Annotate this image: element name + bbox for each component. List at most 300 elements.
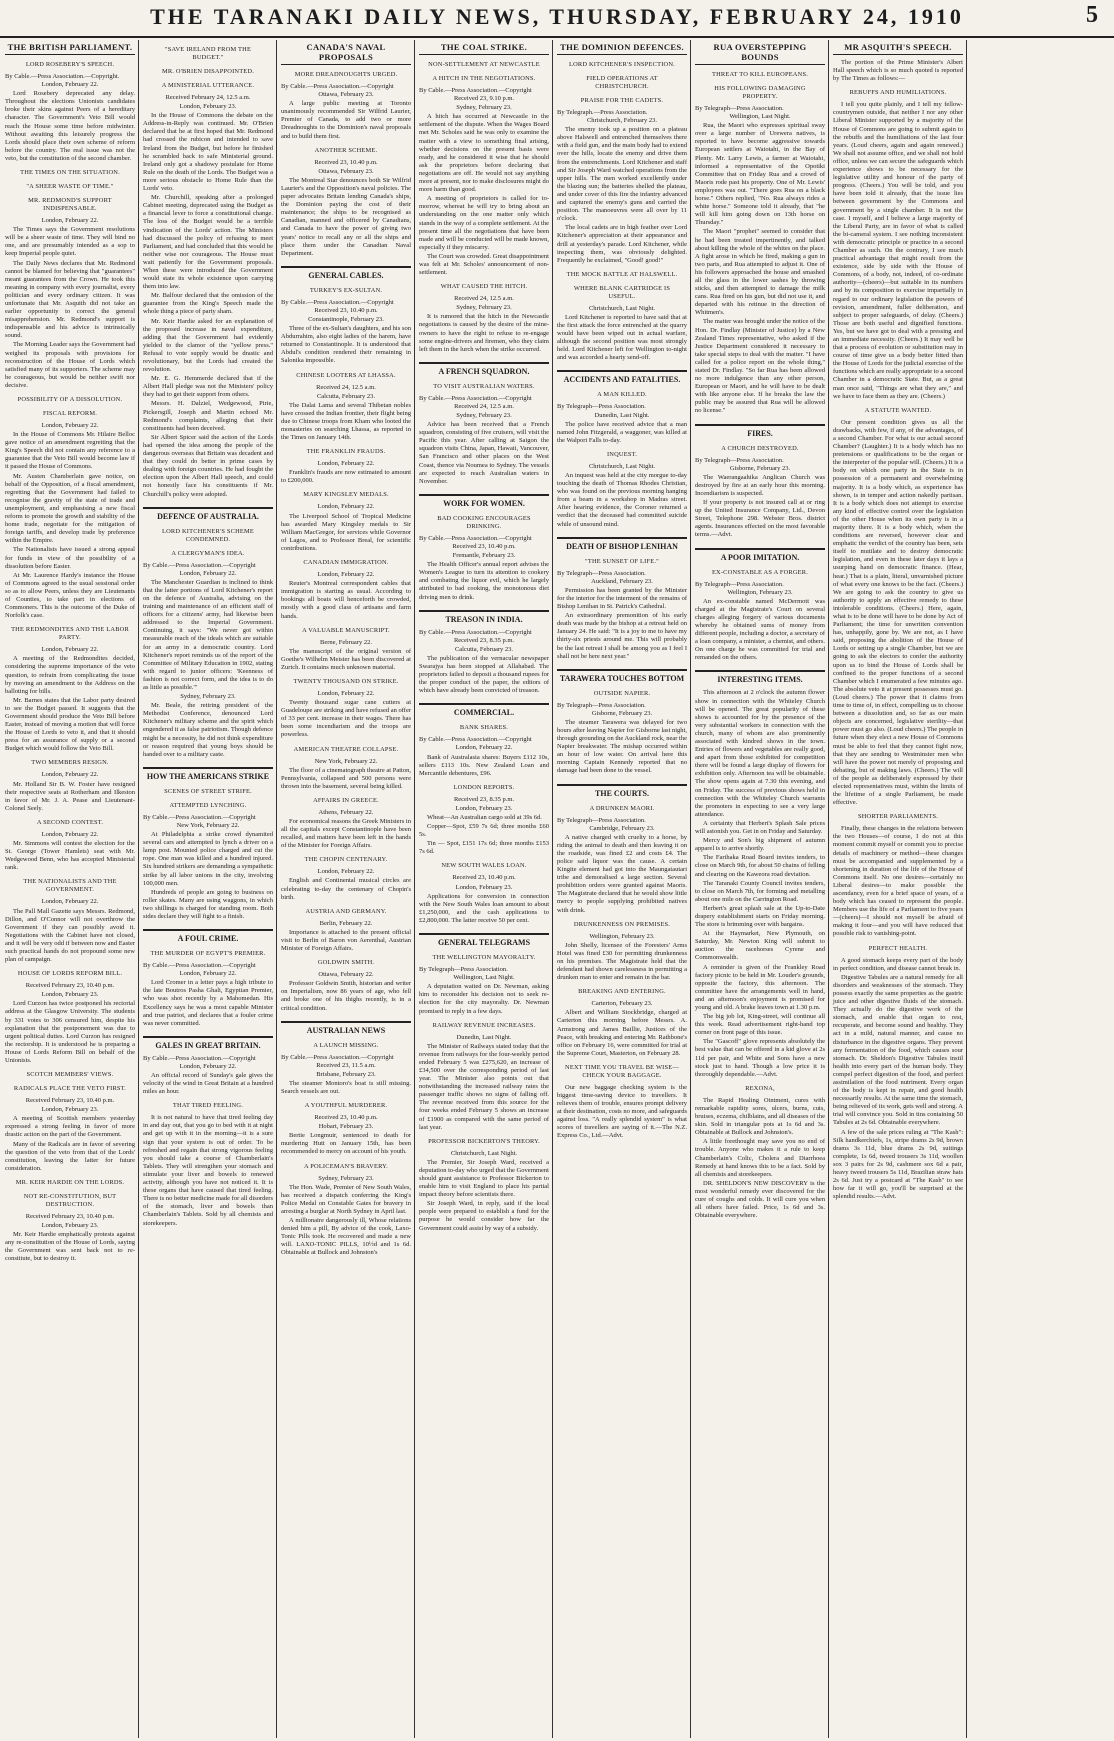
article-headline: TURKEY'S EX-SULTAN. (309, 286, 383, 294)
dateline: Received 23, 10.40 p.m. (452, 542, 516, 550)
byline: By Telegraph—Press Association. (695, 580, 784, 588)
section-heading: A POOR IMITATION. (695, 548, 825, 563)
article-headline: NEW SOUTH WALES LOAN. (441, 862, 527, 870)
dateline: Calcutta, February 23. (454, 645, 514, 653)
byline: By Telegraph—Press Association. (557, 403, 646, 411)
paragraph: Franklin's frauds are now estimated to amount to £200,000. (281, 469, 411, 485)
section-heading: A FRENCH SQUADRON. (419, 362, 549, 377)
section-heading: GENERAL TELEGRAMS (419, 933, 549, 948)
paragraph: An extraordinary premonition of his early death was made by the bishop at a retreat held on January 24. He said: "It is a joy to me to have my thirty-six priests around me. This will probably be the last retreat I shall be among you as I feel I shall not be here next year." (557, 612, 687, 660)
column-3 (278, 40, 415, 1738)
byline: By Cable.—Press Association.—Copyright (281, 298, 394, 306)
section-heading: GALES IN GREAT BRITAIN. (143, 1036, 273, 1051)
byline: By Telegraph—Press Association. (557, 816, 646, 824)
paragraph: For economical reasons the Greek Ministers in all the capitals except Constantinople have been recalled, and matters have been left in the hands of the Minister for Foreign Affairs. (281, 818, 411, 850)
paragraph: It is not natural to have that tired feeling day in and day out, that you go to bed with it at night and get up with it in the morning—it is a sure sign that your system is out of order. To be refreshed and regain that strong vigorous feeling you should take a course of Chamberlain's Tablets. They will strengthen your stomach and stimulate your liver and bowels to renewed activity, although you have not noticed it. It is these organs that have caused that tired feeling. There is no better medicine made for all disorders of the stomach, liver and bowels than Chamberlain's Tablets. Sold by all chemists and storekeepers. (143, 1114, 273, 1227)
section-heading: COMMERCIAL. (419, 703, 549, 718)
column-4 (416, 40, 553, 1738)
dateline: London, February 22. (41, 898, 99, 906)
paragraph: The manuscript of the original version of Goethe's Wilhelm Meister has been discovered at Zurich. It contains much unknown material. (281, 647, 411, 671)
dateline: Received 23, 10.40 p.m. (452, 874, 516, 882)
paragraph: I tell you quite plainly, and I tell my fellow-countrymen outside, that neither I nor any other Liberal Minister supported by a majority of the House of Commons are going to submit again to the rebuffs and the humiliations of the last four years. (Loud cheers, again and again renewed.) We shall not assume office, and we shall not hold office, unless we can secure the safeguards which experience shows to be necessary for the legislative utility and honour of the party of progress. (Cheers.) You will be told, and you have been told it already, that the issue lies between government by the Commons and government by a single chamber. It is not the case. I myself, and I believe a large majority of the Liberal Party, are in favor of what is called the bi-cameral system. I see nothing inconsistent with democratic principle or practice in a second Chamber as such. On the contrary, I see much practical advantage that might result from the existence, side by side with the House of Commons, of a body, not, indeed, of co-ordinate authority—(cheers)—but suitable in its numbers and by its composition to exercise impartially in regard to our ordinary legislation the powers of revision, amendment, fuller deliberation, and subject to proper safeguards, of delay. (Cheers.) Those are both useful and dignified functions. Yes, but we have got to deal with a pressing and an immediate necessity. (Cheers.) It may well be that a process of evolution or substitution may in course of time give us a body better fitted than the House of Lords for the judicial exercise of the functions which are really appropriate to a second Chamber in a democratic State. But, as a great man once said, "Things are what they are," and we have to face them as they are. (Cheers.) (833, 101, 963, 400)
paragraph: The Dalai Lama and several Thibetan nobles have crossed the Indian frontier, their flight being due to Chinese troops from Kham who looted the monasteries on searching Lhassa, as reported in the Times on January 14th. (281, 401, 411, 442)
dateline: London, February 22. (317, 689, 375, 697)
article-headline: A HITCH IN THE NEGOTIATIONS. (432, 75, 536, 82)
dateline: London, February 22. (317, 460, 375, 468)
paragraph: Mr. Holland Sir B. W. Foster have resigned their respective seats at Rotherham and Ilkeston in favor of Mr. J. A. Pease and Lieutenant-Colonel Seely. (5, 780, 135, 812)
article-headline: MR. O'BRIEN DISAPPOINTED. (161, 68, 255, 75)
paragraph: The Waerangaahika Anglican Church was destroyed by fire at an early hour this morning. Incendiarism is suspected. (695, 473, 825, 497)
dateline: Christchurch, Last Night. (588, 304, 656, 312)
byline: By Telegraph—Press Association. (419, 966, 508, 974)
paragraph: The enemy took up a position on a plateau above Halswell and entrenched themselves there with a field gun, and the main body had to extend over the hills, locate the enemy and drive them from the entrenchments. Lord Kitchener and staff and Sir Joseph Ward watched operations from the upper hills. The men worked excellently under the blazing sun; the batteries shelled the plateau, and under cover of this fire the infantry advanced and captured the enemy's guns and carried the position. The manoeuvres were all over by 11 o'clock. (557, 126, 687, 223)
byline: By Cable.—Press Association.—Copyright (419, 534, 532, 542)
paragraph: The Minister of Railways stated today that the revenue from railways for the four-weekly period ended February 5 was £275,620, an increase of £34,500 over the corresponding period of last year. The Minister also points out that notwithstanding the increased railway rates the passenger traffic shows no signs of falling off. The revenue received from this source for the four weeks ended February 5 shows an increase of £1900 as compared with the same period of last year. (419, 1042, 549, 1131)
page-number: 5 (1086, 2, 1098, 28)
article-headline: REXONA, (745, 1084, 775, 1092)
article-headline: POSSIBILITY OF A DISSOLUTION. (17, 396, 123, 403)
paragraph: A certainty that Herbert's Splash Sale prices will astonish you. Get in on Friday and Saturday. (695, 819, 825, 836)
article-headline: MR. KEIR HARDIE ON THE LORDS. (15, 1178, 125, 1186)
article-headline: LORD KITCHENER'S INSPECTION. (569, 61, 675, 68)
dateline: Ottawa, February 22. (318, 971, 374, 979)
paragraph: Reuter's Montreal correspondent cables that immigration is starting as usual. According to bookings all boats will henceforth be crowded, mostly with a good class of artisans and farm hands. (281, 580, 411, 620)
article-headline: HIS FOLLOWING DAMAGING PROPERTY. (714, 85, 806, 100)
section-heading: A FOUL CRIME. (143, 929, 273, 944)
paragraph: Rua, the Maori who expresses spiritual sway over a large number of Urewera natives, is reported to have become aggressive towards European settlers at Waiotahi, in the Bay of Plenty. Mr. Larry Lewis, a farmer at Waiotahi, informed a representative of the Opotiki Committee that on Friday Rua and a crowd of Maoris rode past his property. One of Mr. Lewis' employees was out. "There goes Rua on a black horse." Others replied, "No. Rua always rides a white horse." Someone told it already, that "he will kill him going down on 13th horse on Thursday." (695, 122, 825, 227)
section-heading: HOW THE AMERICANS STRIKE (143, 767, 273, 782)
article-headline: PROFESSOR BICKERTON'S THEORY. (428, 1137, 540, 1145)
paragraph: A meeting of Scottish members yesterday expressed a strong feeling in favor of more drastic action on the part of the Government. (5, 1115, 135, 1139)
section-heading: INTERESTING ITEMS. (695, 670, 825, 685)
article-headline: TWENTY THOUSAND ON STRIKE. (293, 677, 399, 685)
dateline: Wellington, Last Night. (729, 113, 791, 121)
paragraph: The Rapid Healing Ointment, cures with remarkable rapidity sores, ulcers, burns, cuts, bruises, eczema, chilblains, and all diseases of the skin. Sold in triangular pots at 1s 6d and 3s. Obtainable at Bullock and Johnston's. (695, 1096, 825, 1137)
dateline: Berne, February 22. (320, 638, 372, 646)
article-headline: INQUEST. (606, 450, 638, 458)
paragraph: If your property is not insured call at or ring up the United Insurance Company, Ltd., Devon Street, Telephone 298. Webster Bros. district agents. Insurances effected on the most favorable terms.—Advt. (695, 499, 825, 539)
dateline: New York, February 22. (314, 757, 378, 765)
byline: By Cable.—Press Association.—Copyright (143, 962, 256, 970)
paragraph: The Daily News declares that Mr. Redmond cannot be blamed for believing that "guarantees" meant guarantees from the Crown. He took this meaning in company with every journalist, every politician and every ordinary citizen. It was unfortunate that Mr. Asquith did not take an earlier opportunity to correct the general misapprehension. Mr. Redmond's support is indispensable and his advice is intrinsically sound. (5, 259, 135, 340)
dateline: Athens, February 22. (318, 808, 374, 816)
article-headline: A VALUABLE MANUSCRIPT. (302, 626, 390, 634)
dateline: Sydney, February 23. (456, 104, 512, 112)
dateline: Constantinople, February 23. (308, 315, 384, 323)
byline: By Cable.—Press Association.—Copyright (419, 394, 532, 402)
paragraph: Mr. Beale, the retiring president of the Methodist Conference, denounced Lord Kitchener's military scheme and the spirit which engendered it as false patriotism. Though defence might be a necessity, he did not think expenditure or reason required that young boys should be handed over to a military caste. (143, 702, 273, 758)
dateline: Received February 23, 10.40 p.m. (25, 1212, 115, 1220)
dateline: Sydney, February 23. (456, 304, 512, 312)
byline: By Cable.—Press Association.—Copyright (143, 561, 256, 569)
article-headline: A SECOND CONTEST. (36, 818, 104, 826)
dateline: London, February 22. (41, 646, 99, 654)
paragraph: The big job lot, King-street, will continue all this week. Read advertisement right-hand top corner on front page of this issue. (695, 1013, 825, 1037)
dateline: London, February 22. (41, 422, 99, 429)
article-headline: A POLICEMAN'S BRAVERY. (304, 1162, 388, 1170)
paragraph: A millionaire dangerously ill, Whose relations denied him a pill, By advice of the cook, Laxo-Tonic Pills took. He recovered and made a new will. LAXO-TONIC PILLS, 10½d and 1s 6d. Obtainable at Bullock and Johnston's (281, 1217, 411, 1257)
paragraph: Lord Rosebery deprecated any delay. Throughout the elections Unionists candidates broke their skins against Peers of a hereditary character. The Government's Veto Bill would reach the House some time before midwinter. Without awaiting this leisurely progress the Lords should place their own scheme of reform before the country. The real issue was not the veto, but the constitution of the second chamber. (5, 90, 135, 162)
paragraph: Herbert's great splash sale at the Up-to-Date drapery establishment starts on Friday morning. The store is brimming over with bargains. (695, 904, 825, 929)
article-headline: LORD ROSEBERY'S SPEECH. (25, 61, 115, 68)
dateline: London, February 23. (455, 883, 513, 891)
article-headline: THE FRANKLIN FRAUDS. (306, 448, 386, 456)
paragraph: Mr. E. G. Hemmerde declared that if the Albert Hall pledge was not the Ministers' policy they had to get their support from others. (143, 375, 273, 399)
section-heading: DEFENCE OF AUSTRALIA. (143, 507, 273, 522)
paragraph: The steamer Tarawera was delayed for two hours after leaving Napier for Gisborne last night, through grounding on the Auckland rock, near the Napier breakwater. The mishap occurred within an hour of low water. On arrival here this morning Captain Kennedy reported that no damage had been done to the vessel. (557, 718, 687, 775)
section-heading: CANADA'S NAVAL PROPOSALS (281, 40, 411, 65)
dateline: Auckland, February 23. (591, 577, 653, 585)
article-headline: THE WELLINGTON MAYORALTY. (432, 954, 536, 962)
paragraph: Copper—Spot, £59 7s 6d; three months £60 5s. (419, 823, 549, 839)
paragraph: Our new baggage checking system is the biggest time-saving device to travellers. It relieves them of trouble, ensures prompt delivery at their destination, costs no more, and safeguards against loss. "A really splendid system" is what scores of travellers are saying of it.—The N.Z. Express Co., Ltd.—Advt. (557, 1083, 687, 1140)
byline: By Cable.—Press Association.—Copyright (281, 1053, 394, 1061)
paragraph: The Health Officer's annual report advises the Women's League to turn its attention to cookery and combating the liquor evil, which he largely attributed to bad cooking, the monotonous diet driving men to drink. (419, 561, 549, 601)
byline: By Cable.—Press Association.—Copyright (419, 736, 532, 744)
article-headline: NEXT TIME YOU TRAVEL BE WISE—CHECK YOUR BAGGAGE. (565, 1063, 679, 1079)
paragraph: At Philadelphia a strike crowd dynamited several cars and attempted to lynch a driver on a lamp post. Mounted police charged and cut the rope. One man was killed and a hundred injured. Six hundred strikers are demanding a sympathetic strike by all labor unions in the city, involving 100,000 men. (143, 831, 273, 887)
paragraph: The Manchester Guardian is inclined to think that the latter portions of Lord Kitchener's report on the defence of Australia, advising on the training and maintenance of an efficient staff of officers for a citizens' army, had likewise been addressed to the Imperial Government. Continuing, it says: "We never got within measurable reach of the ideals which are suitable for an army in a democratic country. Lord Kitchener's report reminds us of the report of the Committee of Military Education in 1902, stating with regard to junior officers: 'Keenness of fashion is not correct form, and the idea is to do as little as possible.'" (143, 578, 273, 691)
section-heading: THE COAL STRIKE. (419, 40, 549, 55)
article-headline: EX-CONSTABLE AS A FORGER. (711, 568, 809, 576)
paragraph: The publication of the vernacular newspaper Swarajya has been stopped at Allahabad. The proprietors failed to deposit a thousand rupees for the proper conduct of the paper, the editors of which have already been convicted of treason. (419, 654, 549, 695)
dateline: Calcutta, February 23. (316, 392, 376, 400)
paragraph: DR. SHELDON'S NEW DISCOVERY is the most wonderful remedy ever discovered for the cure of coughs and colds. It will cure you when all others have failed. Price, 1s 6d and 3s. Obtainable everywhere. (695, 1179, 825, 1220)
dateline: Christchurch, February 23. (586, 117, 658, 125)
article-headline: THE MURDER OF EGYPT'S PREMIER. (150, 950, 266, 958)
paragraph: Mr. Keir Hardie asked for an explanation of the proposed increase in naval expenditure, adding that the Government had evidently yielded to the clamor of the "yellow press." Refusal to vote supply would be drastic and revolutionary, but the Lords had created the revolution. (143, 317, 273, 374)
dateline: Dunedin, Last Night. (456, 1033, 512, 1041)
column-1 (2, 40, 139, 1738)
dateline: Wellington, February 23. (727, 588, 793, 596)
dateline: London, February 22. (41, 830, 99, 838)
paragraph: Digestive Tabules are a natural remedy for all disorders and weaknesses of the stomach. They possess exactly the same properties as the gastric juice and other digestive fluids of the stomach. They actually do the digestive work of the stomach, and enable that organ to rest, recuperate, and become sound and healthy. They act in a mild, natural manner, and cause no disturbance in the digestive organs. They prevent any fermentation of the food, which causes sour stomach. Dr. Sheldon's Digestive Tabules instil health into every part of the human body. They compel perfect digestion of the food, and perfect assimilation of the food nutriment. Every organ of the body is kept in repair, and good health necessarily results. At the same time the stomach, being relieved of its work, gets well and strong. A trial will convince you. Sold in tins containing 50 Tabules at 2s 6d. Obtainable everywhere. (833, 973, 963, 1127)
paragraph: A meeting of proprietors is called for to-morrow, whereat he will try to bring about an understanding on the one matter only which stands in the way of a complete settlement. At the present time all the negotiations that have been made and will be conducted will be made known, especially if they miscarry. (419, 195, 549, 251)
paragraph: The Taranaki County Council invites tenders, to close on March 7th, for forming and metalling about one mile on the Carrington Road. (695, 879, 825, 903)
dateline: Received 24, 12.5 a.m. (454, 295, 514, 303)
paragraph: Albert and William Stockbridge, charged at Carterton this morning before Messrs. A. Armstrong and James Baillie, Justices of the Peace, with breaking and entering Mr. Rathbone's office on February 16, were committed for trial at the Supreme Court, Masterton, on February 28. (557, 1009, 687, 1057)
dateline: Christchurch, Last Night. (450, 1149, 518, 1157)
paragraph: Finally, these changes in the relations between the two Houses—of course, I do not at this moment commit myself or commit you to precise details of machinery or method—these changes must be accompanied and supplemented by a shortening in duration of the life of the House of Commons itself. No one desires—certainly no Liberal desires—to make possible the ascendancy, even for a brief space of years, of a body which has ceased to represent the people. Members use the life of a Parliament to five years—(cheers)—I should not myself be afraid of making it four—and you will have reduced that possible risk to vanishing-point. (833, 825, 963, 938)
paragraph: The Maori "prophet" seemed to consider that he had been treated impertinently, and talked about killing the whole of the whites on the place. A fight arose in which he fired, making a gun in two parts, and Rua attempted to adjust it. One of his followers approached the house and smashed all the glass in the lower sashes by throwing sticks, and then attempted to damage the milk cans. Rua fired on his gun, but did not use it, and departed with his retinue in the direction of Whitmen's. (695, 228, 825, 317)
article-headline: THE MOCK BATTLE AT HALSWELL. (566, 270, 678, 278)
article-headline: TO VISIT AUSTRALIAN WATERS. (433, 382, 535, 390)
paragraph: Bank of Australasia shares: Buyers £112 10s, sellers £113 10s. New Zealand Loan and Mercantile debentures, £96. (419, 753, 549, 777)
paragraph: Mercy and Son's big shipment of autumn apparel is to arrive shortly. (695, 837, 825, 853)
article-headline: WHAT CAUSED THE HITCH. (440, 283, 528, 291)
article-headline: A MINISTERIAL UTTERANCE. (161, 82, 255, 89)
article-headline: THE CHOPIN CENTENARY. (304, 856, 388, 864)
article-headline: A CLERGYMAN'S IDEA. (171, 549, 245, 557)
article-headline: SCENES OF STREET STRIFE. (164, 787, 252, 795)
paragraph: This afternoon at 2 o'clock the autumn flower show in connection with the Whiteley Church will be opened. The great popularity of these shows is accounted for by the presence of the very substantial workers in connection with the church, many of whom are also prominently associated with kindred shows in the town. Entries of flowers and vegetables are really good, and apart from those exhibited for competition there will be found a large display of flowers for exhibition only. Afternoon tea will be obtainable. The show opens again at 7.30 this evening, and on Friday. The success of previous shows held in connection with the Whiteley Church warrants the promoters in expecting to see a very large attendance. (695, 689, 825, 818)
paragraph: Bertie Longmuir, sentenced to death for murdering Hutt on January 15th, has been recommended to mercy on account of his youth. (281, 1132, 411, 1156)
paragraph: The Montreal Star denounces both Sir Wilfrid Laurier's and the Opposition's naval policies. The paper advocates Britain lending Canada's ships, the Dominion paying the cost of their maintenance; the ships to be recognised as Canadian, manned and officered by Canadians, and Canada to have the power of giving two years' notice to recall any or all the ships and place them under the Canadian Naval Department. (281, 176, 411, 257)
paragraph: A little forethought may save you no end of trouble. Anyone who makes it a rule to keep Chamberlain's Colic, Cholera and Diarrhoea Remedy at hand knows this to be a fact. Sold by all chemists and storekeepers. (695, 1138, 825, 1178)
paragraph: Mr. Churchill, speaking after a prolonged Cabinet meeting, deprecated using the Budget as a financial lever to force a constitutional change. The loss of the Budget would be a terrible vindication of the Lords' action. The Ministers had discussed the policy of refusing to meet Parliament, and had concluded that this would be neither wise nor courageous. The House must wait patiently for the Government proposals. When these were introduced the Government would state its whole existence upon carrying them into law. (143, 194, 273, 291)
byline: By Telegraph—Press Association. (557, 569, 646, 577)
dateline: Gisborne, February 23. (729, 464, 791, 472)
masthead (0, 0, 1114, 38)
paragraph: Sir Joseph Ward, in reply, said if the local people were prepared to establish a fund for the purpose he would consider how far the Government could assist by way of a subsidy. (419, 1200, 549, 1232)
section-heading: WORK FOR WOMEN. (419, 494, 549, 509)
paragraph: At Mr. Laurence Hardy's instance the House of Commons agreed to the usual sessional order so as to allow Peers, unless they are Lieutenants of Counties, to take part in elections of Commoners. This is the outcome of the Duke of Norfolk's case. (5, 571, 135, 620)
article-headline: DRUNKENNESS ON PREMISES. (573, 920, 671, 928)
paragraph: In the House of Commons Mr. Hilaire Belloc gave notice of an amendment regretting that the King's Speech did not contain any reference to a guarantee that the Veto Bill would become law if it passed the House of Commons. (5, 431, 135, 471)
article-headline: BAD COOKING ENCOURAGES DRINKING. (437, 514, 531, 530)
section-heading: FIRES. (695, 424, 825, 439)
dateline: Received February 24, 12.5 a.m. (165, 94, 251, 101)
dateline: London, February 23. (179, 103, 237, 111)
dateline: Gisborne, February 23. (591, 709, 653, 717)
dateline: Sydney, February 23. (318, 1174, 374, 1182)
section-heading: ACCIDENTS AND FATALITIES. (557, 370, 687, 385)
dateline: London, February 23. (41, 991, 99, 999)
article-headline: MR. REDMOND'S SUPPORT INDISPENSABLE. (28, 197, 112, 213)
dateline: London, February 22. (317, 868, 375, 876)
paragraph: The Nationalists have issued a strong appeal for funds in view of the possibility of a dissolution before Easter. (5, 546, 135, 570)
dateline: Received 23, 10.40 p.m. (314, 1114, 378, 1122)
paragraph: Mr. Austen Chamberlain gave notice, on behalf of the Opposition, of a fiscal amendment, regretting that the Government had failed to recognise the gravity of the state of trade and unemployment, and emphasising a new fiscal reform to promote the growth and stability of the home trade, negotiate for the mitigation of foreign tariffs, and develop trade by preference within the Empire. (5, 472, 135, 545)
paragraph: Lord Cromer in a letter pays a high tribute to the late Boutros Pasha Ghali, Egyptian Premier, who was shot recently by a Mahomedan. His Excellency says he was a most capable Minister and true patriot, and declares that a fouler crime was never committed. (143, 979, 273, 1027)
paragraph: The Morning Leader says the Government had weighed its proposals with provisions for reconstruction of the House of Lords which satisfied many of its supporters. The scheme may be courageous, but would be neither swift nor decisive. (5, 341, 135, 389)
paragraph: The Pall Mall Gazette says Messrs. Redmond, Dillon, and O'Connor will not overthrow the Government if they can possibly avoid it. Negotiations with the Cabinet have not closed, and it will be very odd if between now and Easter such practical hands do not propound some new plan of campaign. (5, 907, 135, 964)
article-headline: PERFECT HEALTH. (868, 944, 928, 952)
article-headline: AMERICAN THEATRE COLLAPSE. (293, 745, 399, 753)
dateline: Brisbane, February 23. (316, 1070, 376, 1078)
paragraph: The portion of the Prime Minister's Albert Hall speech which is so much quoted is reported by The Times as follows:— (833, 59, 963, 83)
dateline: Received 23, 11.5 a.m. (316, 1061, 376, 1069)
dateline: London, February 22. (41, 771, 99, 779)
article-headline: MARY KINGSLEY MEDALS. (303, 491, 389, 499)
paragraph: The police have received advice that a man named John Fitzgerald, a waggoner, was killed at the Walpori Falls to-day. (557, 420, 687, 444)
article-headline: THE REDMONDITES AND THE LABOR PARTY. (11, 626, 129, 642)
paragraph: The Premier, Sir Joseph Ward, received a deputation to-day who urged that the Government should grant assistance to Professor Bickerton to enable him to visit England to place his partial impact theory before scientists there. (419, 1158, 549, 1199)
paragraph: The Farihaka Road Board invites tenders, to close on March 9th, for about 50 chains of felling and clearing on the Kaweora road deviation. (695, 854, 825, 878)
paragraph: The Hon. Wade, Premier of New South Wales, has received a dispatch conferring the King's Police Medal on Constable Gates for bravery in arresting a burglar at North Sydney in April last. (281, 1183, 411, 1215)
section-heading: THE BRITISH PARLIAMENT. (5, 40, 135, 55)
dateline: London, February 22. (455, 744, 513, 752)
paragraph: The Times says the Government resolutions will be a sheer waste of time. They will bind no one, and are presumably intended as a sop to keep Imperial people quiet. (5, 226, 135, 258)
article-headline: LONDON REPORTS. (453, 783, 515, 791)
article-headline: "THE SUNSET OF LIFE." (585, 557, 659, 565)
article-headline: AUSTRIA AND GERMANY. (305, 907, 387, 915)
article-headline: FISCAL REFORM. (42, 410, 98, 417)
paragraph: Mr. Keir Hardie emphatically protests against any re-constitution of the House of Lords, saying the Government was sent back not to re-constitute, but to destroy it. (5, 1231, 135, 1263)
newspaper-title: THE TARANAKI DAILY NEWS, THURSDAY, FEBRUARY 24, 1910 (150, 4, 964, 29)
paragraph: A native charged with cruelty to a horse, by riding the animal to death and then leaving it on the roadside, was fined £2 and costs £4. The police said liquor was the cause. A certain Kingite element had got into the Maungatautari tribe and demoralised a large section. Several prohibition orders were granted against Maoris. The Magistrate declared that he would show little mercy to people supplying prohibited natives with drink. (557, 833, 687, 914)
article-headline: A STATUTE WANTED. (864, 406, 932, 414)
byline: By Telegraph—Press Association. (695, 456, 784, 464)
paragraph: An official record of Sunday's gale gives the velocity of the wind in Great Britain at a hundred miles an hour. (143, 1072, 273, 1096)
dateline: Received 23, 8.35 p.m. (453, 795, 515, 803)
byline: By Cable.—Press Association.—Copyright (419, 87, 532, 94)
article-headline: SCOTCH MEMBERS' VIEWS. (26, 1071, 114, 1079)
dateline: Received 23, 8.35 p.m. (453, 636, 515, 644)
dateline: London, February 22. (317, 503, 375, 511)
dateline: Christchurch, Last Night. (588, 462, 656, 470)
dateline: London, February 22. (41, 217, 99, 225)
paragraph: It is rumored that the hitch in the Newcastle negotiations is caused by the desire of the mine-owners to have the right to refuse to re-engage some engine-drivers and firemen, who they claim left them in the lurch when the strike occurred. (419, 313, 549, 353)
paragraph: A few of the sale prices ruling at "The Kash": Silk handkerchiefs, 1s, stripe drams 2s 9d, brown drams 3s 11d, blue drams 2s 9d, suitings complete, 1s 6d, tweed trousers 3s 11d, woollen sox 3 pairs for 2s 9d, cashmere sox 6d a pair, heavy tweed trousers 5s 11d, Brazilian straw hats 2s 6d. Just try a postcard at "The Kash" to see how far it will go, you'll be surprised at the splendid results.—Advt. (833, 1128, 963, 1201)
paragraph: Three of the ex-Sultan's daughters, and his son Abdurrahim, also eight ladies of the harem, have returned to Constantinople. It is understood that Abdul's condition rendered their remaining in Salonika impossible. (281, 325, 411, 365)
column-2 (140, 40, 277, 1738)
article-headline: RAILWAY REVENUE INCREASES. (432, 1021, 536, 1029)
dateline: London, February 23. (41, 1106, 99, 1114)
paragraph: Twenty thousand sugar cane cutters at Guadeloupe are striking and have refused an offer of 33 per cent. increase in their wages. There has been some incendiarism and the troops are powerless. (281, 699, 412, 739)
article-headline: THE NATIONALISTS AND THE GOVERNMENT. (23, 878, 117, 894)
paragraph: Messrs. H. Dalziel, Wedgewood, Pirie, Pickersgill, Joseph and Martin echoed Mr. Redmond's complaints, alleging that their constituents had been deceived. (143, 400, 273, 432)
paragraph: An ex-constable named McDermott was charged at the Magistrate's Court on several charges alleging forgery of various documents whereby he obtained sums of money from different people, including a doctor, a secretary of a loan company, a minister, a chemist, and others. On one charge he was committed for trial and remanded on the others. (695, 597, 825, 662)
paragraph: The local cadets are in high feather over Lord Kitchener's appreciation at their appearance and drill at yesterday's parade. Lord Kitchener, while inspecting them, was obviously delighted. Frequently he exclaimed, "Good! good!" (557, 224, 687, 264)
paragraph: A deputation waited on Dr. Newman, asking him to reconsider his decision not to seek re-election for the city mayoralty. Dr. Newman promised to reply in a few days. (419, 983, 549, 1015)
article-headline: A DRUNKEN MAORI. (589, 804, 655, 812)
dateline: Received 24, 12.5 a.m. (454, 402, 514, 410)
byline: By Telegraph.—Press Association. (557, 109, 648, 116)
dateline: Berlin, February 22. (319, 919, 373, 927)
article-headline: NON-SETTLEMENT AT NEWCASTLE (428, 61, 540, 68)
paragraph: A large public meeting at Toronto unanimously recommended Sir Wilfrid Laurier, Premier of Canada, to add two or more Dreadnoughts to the Dominion's naval proposals and to build them first. (281, 100, 411, 140)
paragraph: The steamer Montoro's boat is still missing. Search vessels are out. (281, 1079, 411, 1095)
paragraph: Many of the Radicals are in favor of severing the question of the veto from that of the Lords' constitution, leaving the latter for future consideration. (5, 1140, 135, 1172)
dateline: London, February 22. (41, 81, 99, 89)
paragraph: Mr. Barnes states that the Labor party desired to see the Budget passed. It suggests that the Government should produce the Veto Bill before Easter, instead of moving a motion that will force the House of Lords to veto it, and that it should press for an assurance of supply or a second Budget which would follow the Veto Bill. (5, 696, 135, 753)
dateline: Ottawa, February 23. (318, 167, 374, 175)
paragraph: Importance is attached to the present official visit to Berlin of Baron von Aerenthal, Austrian Minister of Foreign Affairs. (281, 928, 411, 953)
article-headline: CHINESE LOOTERS AT LHASSA. (296, 371, 396, 379)
dateline: Ottawa, February 23. (318, 91, 374, 99)
article-headline: BANK SHARES. (459, 724, 509, 732)
dateline: Received 23, 10.40 p.m. (314, 306, 378, 314)
article-headline: A YOUTHFUL MURDERER. (304, 1102, 388, 1110)
dateline: Wellington, Last Night. (453, 974, 515, 982)
section-heading: DEATH OF BISHOP LENIHAN (557, 537, 687, 552)
paragraph: John Shelly, licensee of the Foresters' Arms Hotel was fined £30 for permitting drunkenness on his premises. The Magistrate held that the defendant had shown carelessness in permitting a drunken man to enter and remain in the bar. (557, 941, 687, 982)
section-heading: TARAWERA TOUCHES BOTTOM (557, 669, 687, 684)
paragraph: Advice has been received that a French squadron, consisting of five cruisers, will visit the Pacific this year. After calling at Saigon the squadron visits China, Japan, Hawaii, Vancouver, San Francisco and other places on the West Coast, thence via Noumea to Sydney. The vessels are expected to reach Australian waters in November. (419, 421, 549, 485)
dateline: London, February 23. (455, 804, 513, 812)
byline: By Cable.—Press Association.—Copyright (143, 813, 256, 821)
article-headline: HOUSE OF LORDS REFORM BILL. (17, 970, 123, 978)
paragraph: Applications for conversion in connection with the New South Wales loan amount to about £1,250,000, and the cash applications to £2,800,000. The latter receive 50 per cent. (419, 892, 549, 924)
paragraph: A meeting of the Redmondites decided, considering the supreme importance of the veto question, to refrain from complicating the issue by moving an amendment to the Address on the balloting for bills. (5, 655, 135, 695)
section-heading: AUSTRALIAN NEWS (281, 1021, 411, 1036)
article-headline: REBUFFS AND HUMILIATIONS. (849, 89, 947, 97)
paragraph: A good stomach keeps every part of the body in perfect condition, and disease cannot break in. (833, 956, 963, 972)
paragraph: Wheat—An Australian cargo sold at 39s 6d. (427, 814, 542, 821)
section-heading: RUA OVERSTEPPING BOUNDS (695, 40, 825, 65)
section-heading: MR ASQUITH'S SPEECH. (833, 40, 963, 55)
dateline: London, February 22. (179, 569, 237, 577)
article-headline: THREAT TO KILL EUROPEANS. (711, 71, 808, 78)
paragraph: Our present condition gives us all the drawbacks, with few, if any, of the advantages, of a second Chamber. For what is our actual second Chamber? (Laughter.) It is a body which has no pretensions or qualifications to be the organ or the interpreter of the popular will. (Cheers.) It is a body on which one party in the State is in possession of a permanent and overwhelming majority. It is a body which, as experience has shown, is in temper and action nakedly partisan. It is a body which does not attempt to exercise any kind of effective control over the legislation of the other House when its own party is in a majority there. It is a body which, when the conditions are reversed, however clear and emphatic the verdict of the country has been, sets itself to mutilate and to destroy democratic legislation, and even in these later days it lays a usurping hand on democratic finance. (Hear, hear.) That is a plain, literal, unvarnished picture of what every one knows to be the fact. (Cheers.) We are going to ask the country to give us authority to apply an effective remedy to these intolerable conditions. (Cheers.) Here, again, what is to be done will have to be done by Act of Parliament; the time for unwritten convention has, unhappily, gone by. We are not, as I have said, proposing the abolition of the House of Lords or setting up a single Chamber, but we are going to ask the electors to confer the authority upon us to bind the House of Lords shall be confined to the proper functions of a second Chamber which I enumerated a few minutes ago. The absolute veto it at present possesses must go. (Loud cheers.) The power that it claims from time to time of, in effect, compelling us to choose between a dissolution and, so far as our main objects are concerned, legislative sterility—that power must go also. (Loud cheers.) The people in future when they elect a new House of Commons must be able to feel that they cannot fight now, that they are sending to Westminster men who will have the power not merely of proposing and debating, but of making laws. (Cheers.) The will of the people as deliberately expressed by their elected representatives must, within the limits of the lifetime of a single Parliament, be made effective. (833, 418, 963, 807)
section-heading: THE DOMINION DEFENCES. (557, 40, 687, 55)
paragraph: At the Haymarket, New Plymouth, on Saturday, Mr. Newton King will submit to auction the racehorses Cyrene and Commonwealth. (695, 930, 825, 962)
paragraph: The "Gascoff" glove represents absolutely the best value that can be offered in a kid glove at 2s 11d per pair, and White and Sons have a new stock just to hand. Though a low price it is thoroughly dependable.—Advt. (695, 1038, 825, 1078)
article-headline: WHERE BLANK CARTRIDGE IS USEFUL. (573, 284, 671, 300)
paragraph: Tin — Spot, £151 17s 6d; three months £153 7s 6d. (419, 840, 549, 856)
article-headline: TWO MEMBERS RESIGN. (31, 759, 109, 767)
article-headline: ANOTHER SCHEME. (314, 146, 378, 154)
paragraph: The Liverpool School of Tropical Medicine has awarded Mary Kingsley medals to Sir William MacGregor, for services while Governor of Lagos, and to Professor Breal, for scientific contributions. (281, 512, 411, 552)
article-headline: A CHURCH DESTROYED. (721, 444, 799, 452)
dateline: Received 23, 9.10 p.m. (453, 95, 515, 103)
article-headline: CANADIAN IMMIGRATION. (303, 559, 389, 567)
article-headline: OUTSIDE NAPIER. (593, 689, 651, 697)
article-headline: GOLDWIN SMITH. (317, 959, 375, 967)
paragraph: Hundreds of people are going to business on roller skates. Many are using waggons, in which two shillings is charged for standing room. Both sides declare they will fight to a finish. (143, 888, 273, 920)
dateline: Received February 23, 10.40 p.m. (25, 982, 115, 990)
article-headline: MORE DREADNOUGHTS URGED. (294, 71, 398, 78)
byline: By Cable.—Press Association.—Copyright. (5, 73, 120, 80)
article-headline: THE TIMES ON THE SITUATION. (20, 169, 120, 177)
article-headline: FIELD OPERATIONS AT CHRISTCHURCH. (586, 75, 658, 90)
paragraph: Mr. Simmons will contest the election for the St. George (Tower Hamlets) seat with Mr. Wedgewood Benn, who has accepted Ministerial rank. (5, 840, 135, 872)
dateline: New York, February 22. (176, 821, 240, 829)
paragraph: The matter was brought under the notice of the Hon. Dr. Findlay (Minister of Justice) by a New Zealand Times representative, who asked if the Justice Department considered it necessary to take special steps to deal with the matter. "I have called for a police report on the whole thing," stated Dr. Findlay. "So far Rua has been allowed no more indulgence than any other person, European or Maori, and he will have to be dealt with like anyone else. If he breaks the law the public may be assured that Rua will be allowed no license." (695, 318, 826, 415)
dateline: Received 24, 12.5 a.m. (316, 383, 376, 391)
paragraph: The floor of a cinematograph theatre at Patton, Pennsylvania, collapsed and 500 persons were thrown into the basement, several being killed. (281, 766, 411, 790)
paragraph: An inquest was held at the city morgue to-day touching the death of Thomas Rhodes Christian, who was found on the previous morning hanging from a beam in a workshop in Madras street. After hearing evidence, the Coroner returned a verdict that the deceased had committed suicide while of unsound mind. (557, 472, 687, 528)
article-headline: "A SHEER WASTE OF TIME." (26, 183, 114, 191)
dateline: Received 23, 10.40 p.m. (314, 158, 378, 166)
paragraph: English and Continental musical circles are celebrating to-day the centenary of Chopin's birth. (281, 877, 411, 901)
article-headline: PRAISE FOR THE CADETS. (580, 97, 664, 104)
article-headline: THAT TIRED FEELING. (172, 1102, 244, 1110)
section-heading: GENERAL CABLES. (281, 266, 411, 281)
section-heading: THE COURTS. (557, 784, 687, 799)
dateline: Hobart, February 23. (318, 1123, 374, 1131)
paragraph: In the House of Commons the debate on the Address-in-Reply was continued. Mr. O'Brien declared that he at first hoped that Mr. Redmond had crossed the rubicon and intended to save Ireland from the Budget, but before he finished he scrambled back to safe Ministerial ground. Ireland only got a shadowy postulate for Home Rule on the death of the Lords. The Budget was a more serious obstacle to Home Rule than the Lords' veto. (143, 112, 273, 193)
paragraph: The Court was crowded. Great disappointment was felt at Mr. Scholes' announcement of non-settlement. (419, 252, 549, 277)
paragraph: Permission has been granted by the Minister for the interior for the interment of the remains of Bishop Lenihan in St. Patrick's Cathedral. (557, 586, 687, 611)
dateline: Carterton, February 23. (591, 1000, 653, 1008)
paragraph: Professor Goldwin Smith, historian and writer on Imperialism, now 86 years of age, who fell and broke one of his thighs recently, is in a critical condition. (281, 980, 411, 1012)
dateline: Received February 23, 10.40 p.m. (25, 1097, 115, 1105)
article-headline: LORD KITCHENER'S SCHEME CONDEMNED. (161, 527, 255, 543)
article-headline: RADICALS PLACE THE VETO FIRST. (13, 1085, 127, 1093)
byline: By Cable.—Press Association.—Copyright (143, 1054, 256, 1062)
column-6 (692, 40, 829, 1738)
dateline: London, February 22. (317, 571, 375, 579)
byline: By Cable.—Press Association.—Copyright (419, 628, 532, 636)
paragraph: A reminder is given of the Frankley Road factory picnic to be held in Mr. Louder's grounds, opposite the factory, this afternoon. The committee have the arrangements well in hand, and an afternoon's enjoyment is promised for young and old. A brake leaves town at 1.30 p.m. (695, 963, 825, 1011)
column-8 (968, 40, 1112, 1738)
dateline: Cambridge, February 23. (589, 824, 655, 832)
paragraph: Mr. Balfour declared that the omission of the guarantee from the King's Speech made the whole thing a piece of party sham. (143, 292, 273, 316)
dateline: London, February 23. (41, 1222, 99, 1230)
dateline: Wellington, February 23. (589, 932, 655, 940)
paragraph: A hitch has occurred at Newcastle in the settlement of the dispute. When the Wages Board met Mr. Scholes said he was only to examine the matter with a view to something final arising, whether decisions on the present basis were ready, and he considered it wise that he should ask the proprietors before declaring that negotiations are off. He would not say anything more at present, nor to make disclosures might do more harm than good. (419, 113, 549, 194)
newspaper-columns (2, 40, 1112, 1738)
article-headline: NOT RE-CONSTITUTION, BUT DESTRUCTION. (23, 1192, 117, 1208)
article-headline: "SAVE IRELAND FROM THE BUDGET." (164, 46, 252, 61)
byline: By Telegraph—Press Association. (695, 105, 784, 112)
article-headline: AFFAIRS IN GREECE. (313, 796, 379, 804)
byline: By Telegraph—Press Association. (557, 701, 646, 709)
article-headline: A MAN KILLED. (597, 391, 647, 399)
dateline: London, February 22. (179, 970, 237, 978)
paragraph: Sir Albert Spicer said the action of the Lords had opened the idea among the people of the dangerous overseas that Britain was decadent and that they could do better in prime cases by dealing with foreign countries. He had fought the election upon the Albert Hall speech, and could not honestly face his constituents if Mr. Churchill's policy were adopted. (143, 433, 273, 498)
article-headline: A LAUNCH MISSING. (313, 1041, 379, 1049)
byline: By Cable.—Press Association.—Copyright (281, 83, 394, 90)
dateline: Sydney, February 23. (180, 693, 236, 701)
dateline: Fremantle, February 23. (452, 552, 516, 560)
article-headline: BREAKING AND ENTERING. (578, 988, 666, 996)
paragraph: Lord Curzon has twice postponed his rectorial address at the Glasgow University. The students by 331 votes to 306 censured him, despite his explanation that the postponement was due to urgent political duties. Lord Curzon has resigned the rectorship. It is understood he is preparing a House of Lords Reform Bill on behalf of the Unionists. (5, 1000, 135, 1064)
section-heading: TREASON IN INDIA. (419, 610, 549, 625)
column-5 (554, 40, 691, 1738)
